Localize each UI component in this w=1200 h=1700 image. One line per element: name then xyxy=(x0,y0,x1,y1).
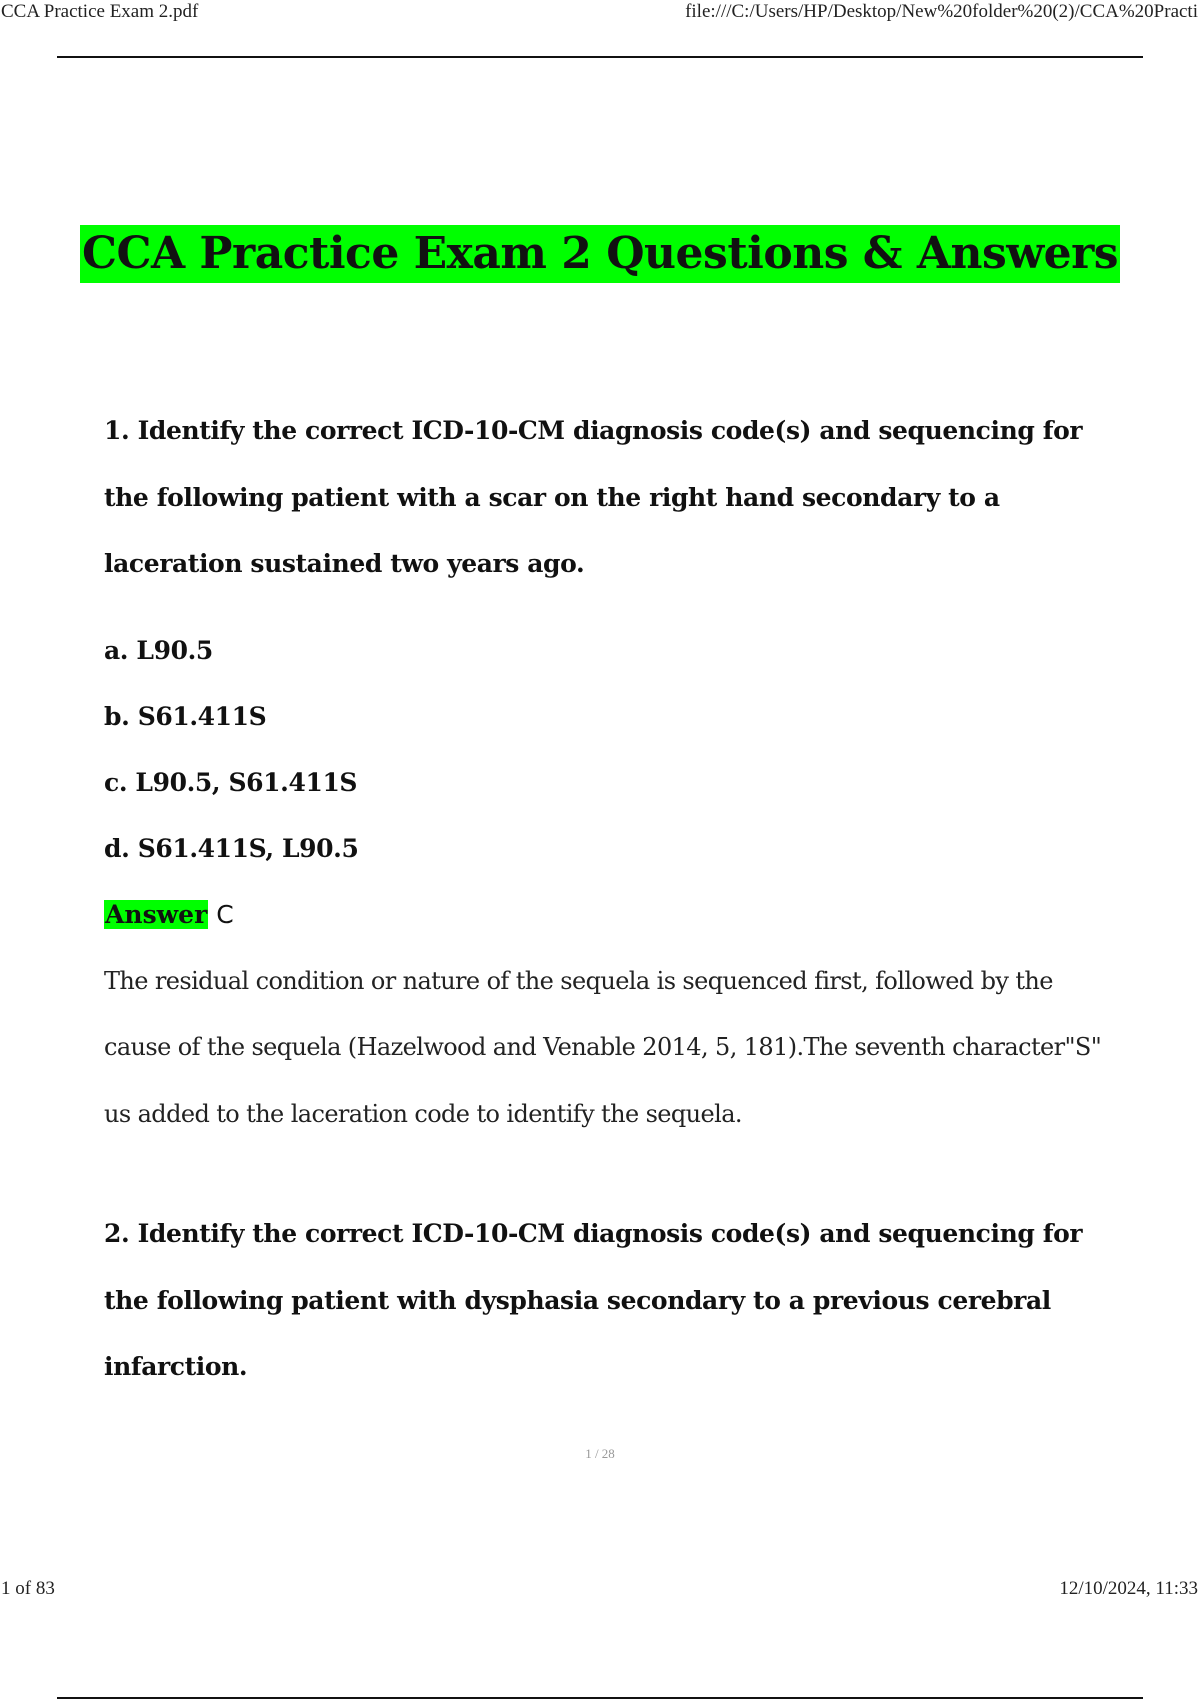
document-filename: CCA Practice Exam 2.pdf xyxy=(1,1,199,22)
page-count: 1 of 83 xyxy=(1,1578,55,1599)
header-divider xyxy=(57,56,1143,58)
page-title: CCA Practice Exam 2 Questions & Answers xyxy=(80,225,1120,283)
document-url: file:///C:/Users/HP/Desktop/New%20folder%20(2)/CCA%20Practi xyxy=(685,1,1198,22)
option-b: b. S61.411S xyxy=(104,701,267,731)
print-date: 12/10/2024, 11:33 xyxy=(1059,1578,1198,1599)
question-1-options xyxy=(104,618,1114,882)
answer-value: C xyxy=(216,899,234,929)
document-body xyxy=(104,398,1114,1401)
option-c: c. L90.5, S61.411S xyxy=(104,767,358,797)
answer-line xyxy=(104,882,1114,948)
option-d: d. S61.411S, L90.5 xyxy=(104,833,359,863)
print-header xyxy=(0,0,1200,28)
answer-label: Answer xyxy=(105,899,208,929)
question-2-text: 2. Identify the correct ICD-10-CM diagnosis code(s) and sequencing for the following patient with dysphasia secondary to a previous cerebral infarction. xyxy=(104,1219,1083,1381)
footer-divider xyxy=(57,1697,1143,1699)
option-a: a. L90.5 xyxy=(104,635,213,665)
question-1-text: 1. Identify the correct ICD-10-CM diagnosis code(s) and sequencing for the following patient with a scar on the right hand secondary to a laceration sustained two years ago. xyxy=(104,416,1083,578)
page-indicator: 1 / 28 xyxy=(585,1446,615,1461)
title-container xyxy=(0,196,1200,313)
answer-explanation: The residual condition or nature of the sequela is sequenced first, followed by the cause of the sequela (Hazelwood and Venable 2014, 5, 181).The seventh character"S" us added to the laceration code to identify the sequela. xyxy=(104,966,1102,1128)
